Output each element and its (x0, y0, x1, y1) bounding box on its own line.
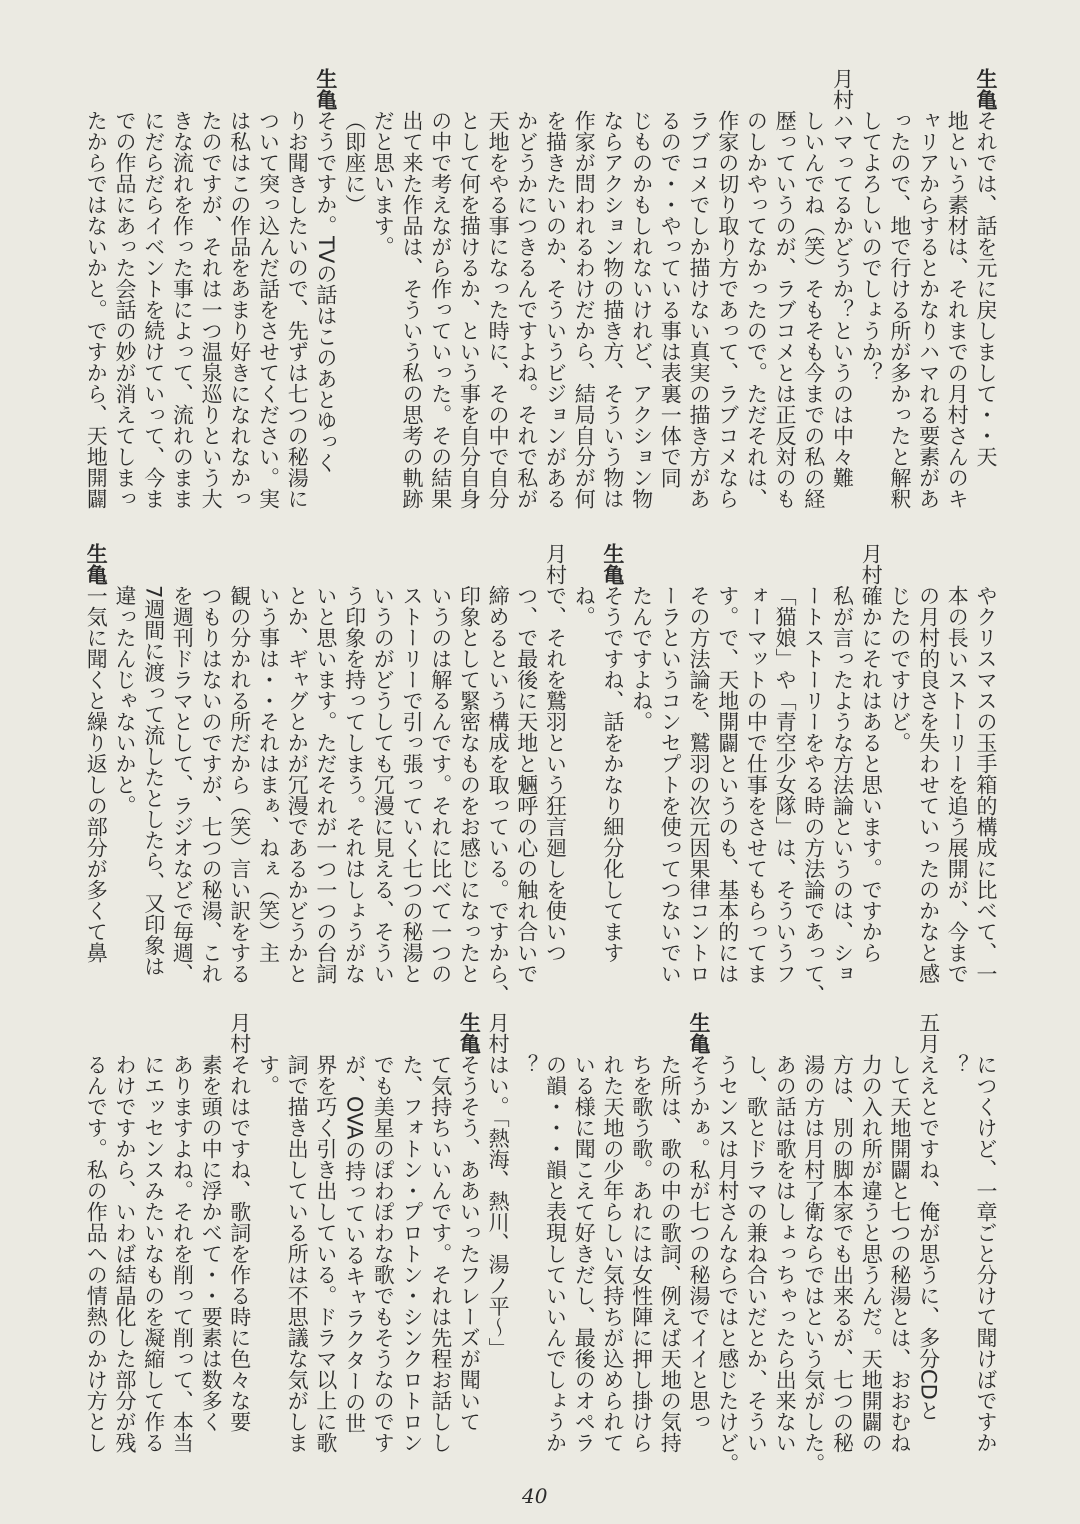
column-text: その方法論を、鷲羽の次元因果律コントロ (687, 585, 711, 984)
column-text: るので・・やっている事は表裏一体で同 (658, 110, 683, 488)
text-column (570, 1012, 598, 1474)
text-column (398, 1012, 426, 1474)
column-text: ？ (945, 1054, 970, 1075)
text-column (341, 1012, 369, 1474)
column-text: ならアクション物の描き方、そういう物は (600, 110, 625, 509)
text-column (369, 68, 397, 530)
text-column (972, 543, 1000, 1005)
column-text: ーラというコンセプトを使ってつないでい (658, 585, 683, 984)
column-text: 作家の切り取り方であって、ラブコメなら (715, 110, 740, 509)
text-column (886, 68, 914, 530)
column-text: 歴っていうのが、ラブコメとは正反対のも (773, 110, 798, 509)
speaker-label: 生亀 (457, 1012, 482, 1054)
text-column (226, 543, 254, 1005)
column-text: ャリアからするとかなりハマれる要素があ (916, 110, 941, 509)
text-column (771, 68, 799, 530)
column-text: として何を描けるか、という事を自分自身 (457, 110, 482, 509)
column-text: ちを歌う歌。あれには女性陣に押し掛けら (629, 1054, 654, 1453)
text-column (915, 1012, 943, 1474)
column-text: して天地開闢と七つの秘湯とは、おおむね (887, 1054, 912, 1453)
column-text: いう事は・・それはまぁ、ねぇ（笑）主 (256, 585, 281, 963)
text-column (542, 68, 570, 530)
text-column (628, 68, 656, 530)
text-column (742, 68, 770, 530)
speaker-label: 月村 (859, 543, 884, 585)
column-text: の韻・・・韻と表現していいんでしょうか (543, 1054, 568, 1453)
column-text: じたのですけど。 (887, 585, 912, 753)
text-column (857, 68, 885, 530)
speaker-label: 月村 (486, 1012, 511, 1054)
text-column (484, 1012, 512, 1474)
text-column (599, 543, 627, 1005)
text-column (398, 68, 426, 530)
column-text: が、OVAの持っているキャラクターの世 (342, 1054, 367, 1434)
text-column (369, 543, 397, 1005)
column-text: しいんでね（笑）そもそも今までの私の経 (801, 110, 826, 509)
text-column (484, 543, 512, 1005)
text-column (255, 68, 283, 530)
text-column (714, 1012, 742, 1474)
text-column (341, 68, 369, 530)
column-text: いうのは解るんです。それに比べて一つの (428, 585, 453, 984)
text-column (800, 543, 828, 1005)
column-text: とか、ギャグとかが冗漫であるかどうかと (285, 585, 310, 984)
speaker-label: 生亀 (687, 1012, 711, 1054)
column-text: す。 (256, 1054, 281, 1096)
text-column (886, 1012, 914, 1474)
text-column (943, 543, 971, 1005)
text-column (312, 68, 340, 530)
column-text: のしかやってなかったので。ただそれは、 (744, 110, 769, 509)
speaker-label: 生亀 (974, 68, 998, 110)
column-text: ォーマットの中で仕事をさせてもらってま (744, 585, 769, 984)
text-column (111, 543, 139, 1005)
column-text: う印象を持ってしまう。それはしょうがな (342, 585, 367, 984)
column-text: だと思います。 (371, 110, 396, 257)
column-text: 方は、別の脚本家でも出来るが、七つの秘 (830, 1054, 855, 1453)
text-column (685, 1012, 713, 1474)
text-column (599, 68, 627, 530)
text-block-bottom (80, 1012, 1000, 1474)
text-column (685, 68, 713, 530)
column-text: は私はこの作品をあまり好きになれなかっ (227, 110, 252, 509)
column-text: の中で考えながら作っていった。その結果 (428, 110, 453, 509)
page-number: 40 (522, 1484, 548, 1508)
column-text: ートストーリーをやる時の方法論であって、 (801, 585, 826, 1005)
text-column (972, 1012, 1000, 1474)
column-text: ね。 (572, 585, 597, 627)
text-column (628, 543, 656, 1005)
text-column (283, 543, 311, 1005)
column-text: でも美星のぽわぽわな歌でもそうなのです (371, 1054, 396, 1453)
column-text: て気持ちいいんです。それは先程お話しし (428, 1054, 453, 1453)
text-column (255, 543, 283, 1005)
text-column (829, 68, 857, 530)
column-text: にだらだらイベントを続けていって、今ま (141, 110, 166, 509)
column-text: いうのがどうしても冗漫に見える、そうい (371, 585, 396, 984)
column-text: そうですか。TVの話はこのあとゆっく (313, 110, 338, 474)
column-text: 詞で描き出している所は不思議な気がしま (285, 1054, 310, 1453)
text-column (255, 1012, 283, 1474)
column-text: たのですが、それは一つ温泉巡りという大 (199, 110, 224, 509)
text-block-middle (80, 543, 1000, 1005)
speaker-label: 月村 (543, 543, 568, 585)
text-column (513, 1012, 541, 1474)
text-column (886, 543, 914, 1005)
text-column (226, 1012, 254, 1474)
text-column (513, 68, 541, 530)
column-text: わけですから、いわば結晶化した部分が残 (113, 1054, 137, 1453)
column-text: してよろしいのでしょうか？ (859, 110, 884, 383)
column-text: 違ったんじゃないかと。 (113, 585, 137, 816)
text-column (800, 68, 828, 530)
text-column (800, 1012, 828, 1474)
text-column (656, 68, 684, 530)
column-text: ストーリーで引っ張っていく七つの秘湯と (400, 585, 424, 984)
column-text: いる様に聞こえて好きだし、最後のオペラ (572, 1054, 597, 1453)
column-text: ええとですね、俺が思うに、多分CDと (916, 1054, 941, 1421)
column-text: ハマってるかどうか？というのは中々難 (830, 110, 855, 488)
column-text: 確かにそれはあると思います。ですから (859, 585, 884, 963)
column-text: た所は、歌の中の歌詞、例えば天地の気持 (658, 1054, 683, 1453)
column-text: そうですね、話をかなり細分化してます (600, 585, 625, 963)
speaker-label: 月村 (227, 1012, 252, 1054)
text-column (427, 68, 455, 530)
text-column (168, 543, 196, 1005)
column-text: そうそう、ああいったフレーズが聞いて (457, 1054, 482, 1432)
column-text: 湯の方は月村了衛ならではという気がした。 (801, 1054, 826, 1474)
column-text: 素を頭の中に浮かべて・・要素は数多く (199, 1054, 224, 1432)
column-text: るんです。私の作品への情熱のかけ方とし (84, 1054, 109, 1453)
column-text: いと思います。ただそれが一つ一つの台詞 (313, 585, 338, 984)
column-text: れた天地の少年らしい気持ちが込められて (600, 1054, 625, 1453)
text-column (427, 543, 455, 1005)
column-text: にエッセンスみたいなものを凝縮して作る (141, 1054, 166, 1453)
column-text: す。で、天地開闢というのも、基本的には (715, 585, 740, 984)
text-column (111, 68, 139, 530)
column-text: 地という素材は、それまでの月村さんのキ (945, 110, 970, 509)
text-column (168, 68, 196, 530)
column-text: を描きたいのか、そういうビジョンがある (543, 110, 568, 509)
text-column (197, 68, 225, 530)
text-column (455, 1012, 483, 1474)
column-text: りお聞きしたいので、先ずは七つの秘湯に (285, 110, 310, 509)
column-text: ありますよね。それを削って削って、本当 (170, 1054, 195, 1453)
column-text: 印象として緊密なものをお感じになったと (457, 585, 482, 984)
text-column (226, 68, 254, 530)
text-column (197, 543, 225, 1005)
text-column (82, 543, 110, 1005)
text-column (829, 1012, 857, 1474)
column-text: 力の入れ所が違うと思うんだ。天地開闢の (859, 1054, 884, 1453)
text-column (82, 68, 110, 530)
column-text: 「猫娘」や「青空少女隊」は、そういうフ (773, 585, 798, 984)
column-text: うセンスは月村さんならではと感じたけど。 (715, 1054, 740, 1474)
column-text: それでは、話を元に戻しまして・・天 (974, 110, 998, 467)
text-column (283, 68, 311, 530)
text-column (857, 1012, 885, 1474)
column-text: し、歌とドラマの兼ね合いだとか、そうい (744, 1054, 769, 1453)
column-text: につくけど、一章ごと分けて聞けばですか (974, 1054, 998, 1453)
text-column (714, 543, 742, 1005)
text-column (570, 543, 598, 1005)
column-text: の月村的良さを失わせていったのかなと感 (916, 585, 941, 984)
column-text: での作品にあった会話の妙が消えてしまっ (113, 110, 137, 509)
column-text: 界を巧く引き出している。ドラマ以上に歌 (313, 1054, 338, 1453)
text-column (628, 1012, 656, 1474)
text-column (312, 1012, 340, 1474)
column-text: あの話は歌をはしょっちゃったら出来ない (773, 1054, 798, 1453)
speaker-label: 生亀 (600, 543, 625, 585)
text-column (915, 68, 943, 530)
text-column (599, 1012, 627, 1474)
column-text: を週刊ドラマとして、ラジオなどで毎週、 (170, 585, 195, 984)
text-column (369, 1012, 397, 1474)
text-column (341, 543, 369, 1005)
text-column (398, 543, 426, 1005)
text-column (656, 543, 684, 1005)
text-column (943, 1012, 971, 1474)
column-text: つ、で最後に天地と魎呼の心の触れ合いで (514, 585, 539, 984)
text-column (685, 543, 713, 1005)
text-column (542, 543, 570, 1005)
column-text: 観の分かれる所だから（笑）言い訳をする (227, 585, 252, 984)
text-column (943, 68, 971, 530)
speaker-label: 生亀 (313, 68, 338, 110)
column-text: 7週間に渡って流したとしたら、又印象は (141, 585, 166, 977)
column-text: 私が言ったような方法論というのは、ショ (830, 585, 855, 984)
column-text: 一気に聞くと繰り返しの部分が多くて鼻 (84, 585, 109, 963)
column-text: （即座に） (342, 110, 367, 215)
column-text: で、それを鷲羽という狂言廻しを使いつ (543, 585, 568, 963)
text-column (427, 1012, 455, 1474)
text-column (656, 1012, 684, 1474)
column-text: そうかぁ。私が七つの秘湯でイイと思っ (687, 1054, 711, 1432)
column-text: はい。「熱海、熱川、湯ノ平〜」 (486, 1054, 511, 1359)
column-text: た、フォトン・プロトン・シンクロトロン (400, 1054, 424, 1453)
text-column (140, 1012, 168, 1474)
text-column (111, 1012, 139, 1474)
text-column (283, 1012, 311, 1474)
text-column (915, 543, 943, 1005)
text-column (829, 543, 857, 1005)
speaker-label: 五月 (916, 1012, 941, 1054)
text-column (714, 68, 742, 530)
column-text: たからではないかと。ですから、天地開闢 (84, 110, 109, 509)
text-column (570, 68, 598, 530)
text-column (197, 1012, 225, 1474)
text-column (312, 543, 340, 1005)
column-text: それはですね、歌詞を作る時に色々な要 (227, 1054, 252, 1432)
column-text: たんですよね。 (629, 585, 654, 732)
column-text: ラブコメでしか描けない真実の描き方があ (687, 110, 711, 509)
text-column (455, 543, 483, 1005)
speaker-label: 月村 (830, 68, 855, 110)
column-text: やクリスマスの玉手箱的構成に比べて、一 (974, 585, 998, 984)
column-text: きな流れを作った事によって、流れのまま (170, 110, 195, 509)
text-column (484, 68, 512, 530)
column-text: 天地をやる事になった時に、その中で自分 (486, 110, 511, 509)
text-column (742, 1012, 770, 1474)
column-text: ？ (514, 1054, 539, 1075)
text-column (455, 68, 483, 530)
text-column (168, 1012, 196, 1474)
text-block-top (80, 68, 1000, 530)
text-column (140, 68, 168, 530)
text-column (513, 543, 541, 1005)
text-column (140, 543, 168, 1005)
text-column (82, 1012, 110, 1474)
column-text: 作家が問われるわけだから、結局自分が何 (572, 110, 597, 509)
text-column (771, 1012, 799, 1474)
text-column (857, 543, 885, 1005)
column-text: じものかもしれないけれど、アクション物 (629, 110, 654, 509)
text-column (972, 68, 1000, 530)
column-text: ついて突っ込んだ話をさせてください。実 (256, 110, 281, 509)
column-text: つもりはないのですが、七つの秘湯、これ (199, 585, 224, 984)
column-text: ったので、地で行ける所が多かったと解釈 (887, 110, 912, 509)
column-text: 出て来た作品は、そういう私の思考の軌跡 (400, 110, 424, 509)
text-column (771, 543, 799, 1005)
column-text: 締めるという構成を取っている。ですから、 (486, 585, 511, 1005)
column-text: 本の長いストーリーを追う展開が、今まで (945, 585, 970, 984)
text-column (542, 1012, 570, 1474)
text-column (742, 543, 770, 1005)
column-text: かどうかにつきるんですよね。それで私が (514, 110, 539, 509)
speaker-label: 生亀 (84, 543, 109, 585)
